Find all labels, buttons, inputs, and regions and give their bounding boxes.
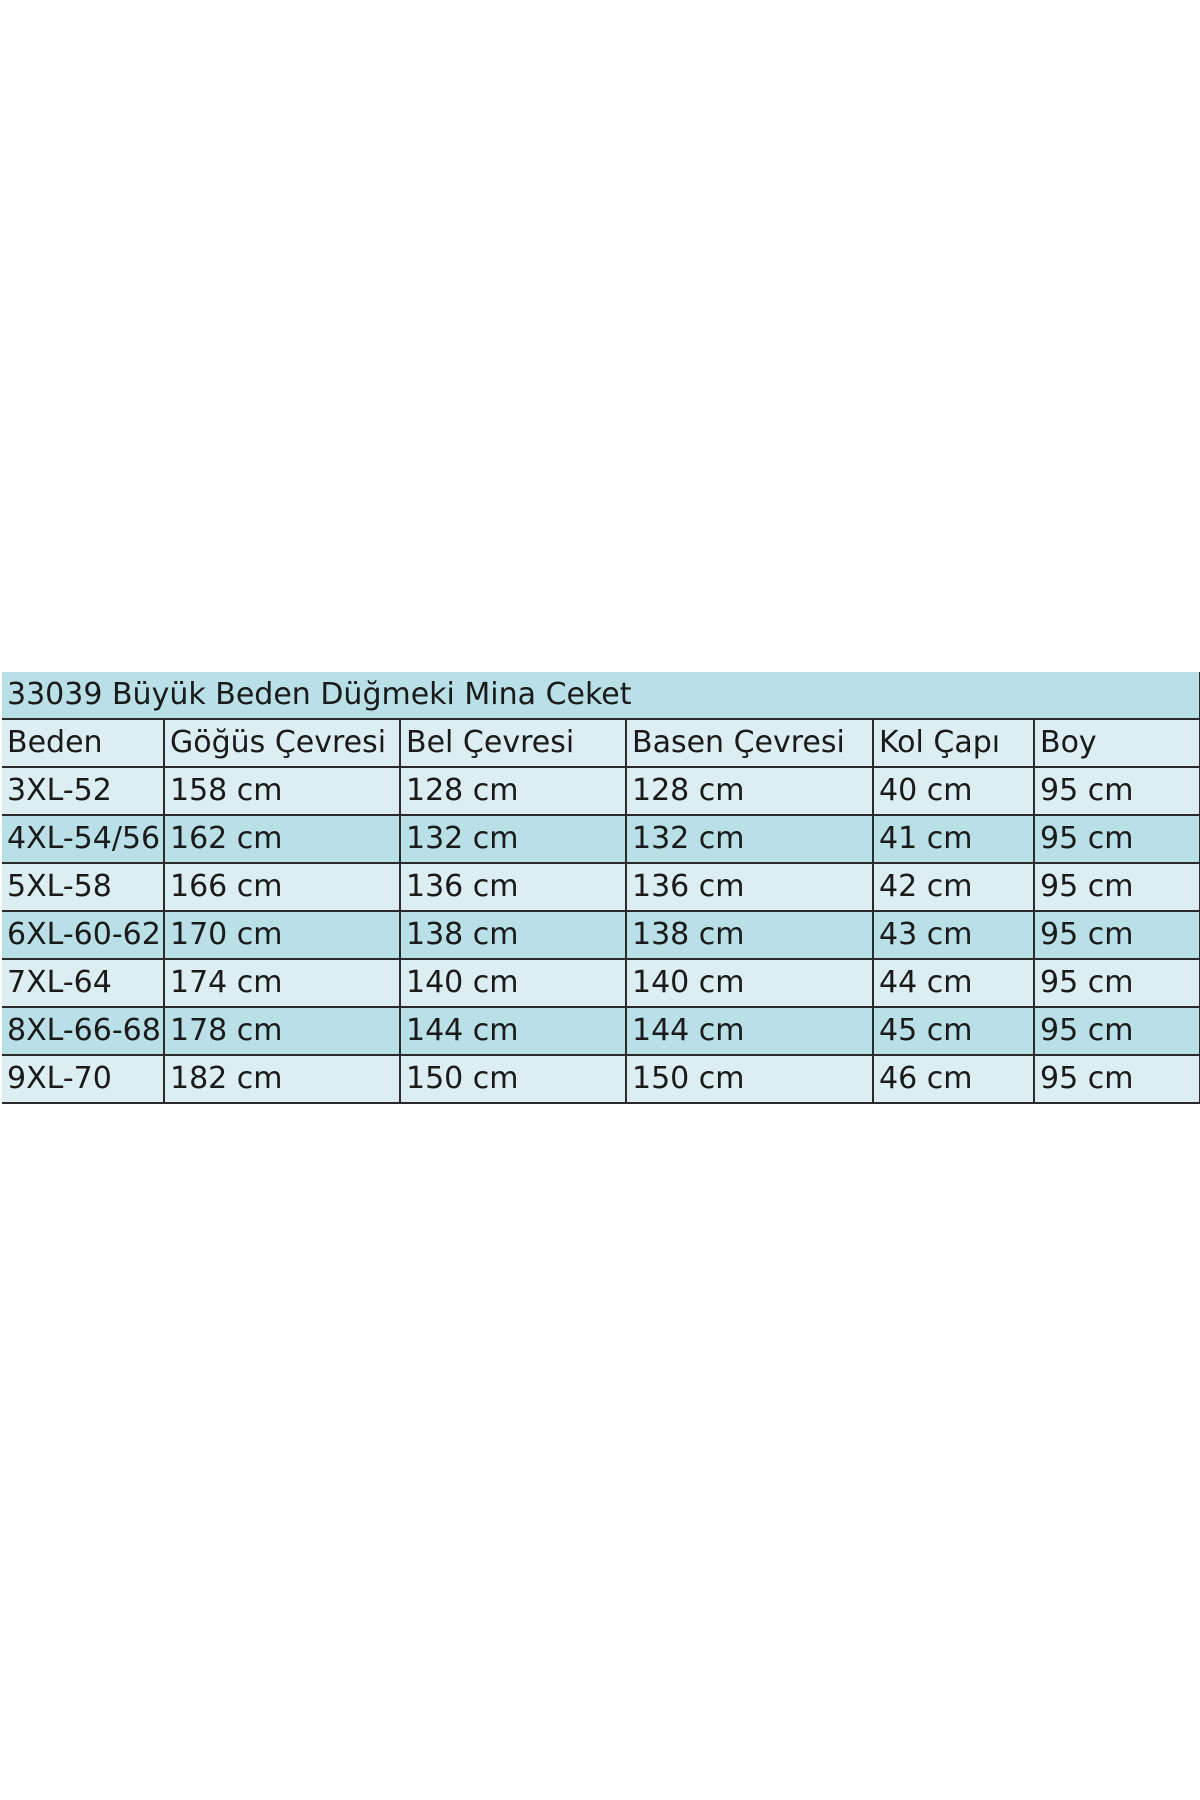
cell-bel: 138 cm bbox=[400, 911, 626, 959]
cell-boy: 95 cm bbox=[1034, 863, 1200, 911]
cell-kol: 41 cm bbox=[873, 815, 1034, 863]
cell-gogus: 178 cm bbox=[164, 1007, 400, 1055]
cell-bel: 128 cm bbox=[400, 767, 626, 815]
header-row bbox=[2, 719, 1200, 767]
cell-boy: 95 cm bbox=[1034, 815, 1200, 863]
cell-boy: 95 cm bbox=[1034, 1007, 1200, 1055]
cell-boy: 95 cm bbox=[1034, 1055, 1200, 1103]
table-row bbox=[2, 767, 1200, 815]
cell-beden: 9XL-70 bbox=[2, 1055, 164, 1103]
cell-gogus: 170 cm bbox=[164, 911, 400, 959]
cell-kol: 40 cm bbox=[873, 767, 1034, 815]
cell-gogus: 158 cm bbox=[164, 767, 400, 815]
cell-beden: 7XL-64 bbox=[2, 959, 164, 1007]
cell-kol: 42 cm bbox=[873, 863, 1034, 911]
cell-gogus: 162 cm bbox=[164, 815, 400, 863]
cell-basen: 132 cm bbox=[626, 815, 873, 863]
header-gogus-cevresi: Göğüs Çevresi bbox=[164, 719, 400, 767]
cell-beden: 5XL-58 bbox=[2, 863, 164, 911]
cell-bel: 132 cm bbox=[400, 815, 626, 863]
cell-boy: 95 cm bbox=[1034, 959, 1200, 1007]
cell-bel: 140 cm bbox=[400, 959, 626, 1007]
cell-basen: 136 cm bbox=[626, 863, 873, 911]
cell-bel: 136 cm bbox=[400, 863, 626, 911]
cell-kol: 46 cm bbox=[873, 1055, 1034, 1103]
cell-boy: 95 cm bbox=[1034, 911, 1200, 959]
cell-gogus: 174 cm bbox=[164, 959, 400, 1007]
cell-beden: 8XL-66-68 bbox=[2, 1007, 164, 1055]
cell-basen: 138 cm bbox=[626, 911, 873, 959]
cell-beden: 6XL-60-62 bbox=[2, 911, 164, 959]
cell-bel: 150 cm bbox=[400, 1055, 626, 1103]
cell-boy: 95 cm bbox=[1034, 767, 1200, 815]
cell-kol: 45 cm bbox=[873, 1007, 1034, 1055]
table-row bbox=[2, 863, 1200, 911]
size-chart-table bbox=[2, 672, 1200, 1104]
cell-basen: 144 cm bbox=[626, 1007, 873, 1055]
table-title: 33039 Büyük Beden Düğmeki Mina Ceket bbox=[2, 672, 1200, 719]
table-row bbox=[2, 959, 1200, 1007]
table-row bbox=[2, 815, 1200, 863]
cell-beden: 4XL-54/56 bbox=[2, 815, 164, 863]
title-row bbox=[2, 672, 1200, 719]
cell-gogus: 166 cm bbox=[164, 863, 400, 911]
table-row bbox=[2, 911, 1200, 959]
cell-kol: 44 cm bbox=[873, 959, 1034, 1007]
header-bel-cevresi: Bel Çevresi bbox=[400, 719, 626, 767]
table-row bbox=[2, 1007, 1200, 1055]
cell-basen: 150 cm bbox=[626, 1055, 873, 1103]
table-row bbox=[2, 1055, 1200, 1103]
cell-kol: 43 cm bbox=[873, 911, 1034, 959]
cell-bel: 144 cm bbox=[400, 1007, 626, 1055]
cell-basen: 128 cm bbox=[626, 767, 873, 815]
header-boy: Boy bbox=[1034, 719, 1200, 767]
header-basen-cevresi: Basen Çevresi bbox=[626, 719, 873, 767]
cell-gogus: 182 cm bbox=[164, 1055, 400, 1103]
header-kol-capi: Kol Çapı bbox=[873, 719, 1034, 767]
cell-basen: 140 cm bbox=[626, 959, 873, 1007]
header-beden: Beden bbox=[2, 719, 164, 767]
cell-beden: 3XL-52 bbox=[2, 767, 164, 815]
